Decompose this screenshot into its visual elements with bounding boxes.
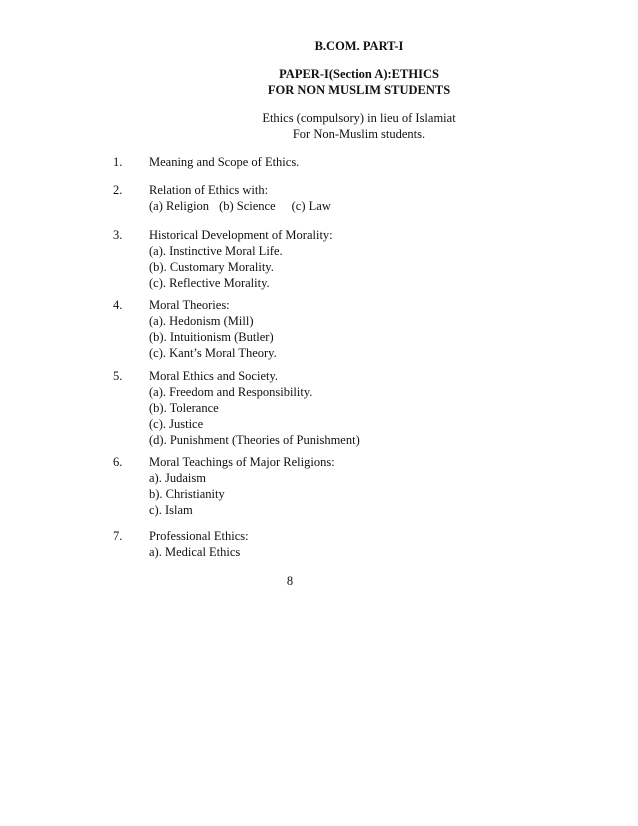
section-item: c). Islam <box>149 503 193 517</box>
section-inline-items <box>149 198 331 214</box>
paper-title-line-1: PAPER-I(Section A):ETHICS <box>279 67 439 81</box>
section-number: 4. <box>113 298 123 312</box>
paper-note <box>40 110 638 142</box>
section-title: Historical Development of Morality: <box>149 228 333 242</box>
section-number: 6. <box>113 455 123 469</box>
section-title: Moral Ethics and Society. <box>149 369 279 383</box>
section-title: Moral Theories: <box>149 298 230 312</box>
section-item: (b). Tolerance <box>149 401 219 415</box>
paper-title <box>40 66 638 98</box>
section-item: (a). Instinctive Moral Life. <box>149 244 283 258</box>
paper-note-line-1: Ethics (compulsory) in lieu of Islamiat <box>262 111 456 125</box>
section-item: a). Judaism <box>149 471 206 485</box>
section-item: (c). Justice <box>149 417 204 431</box>
section-item: (a). Hedonism (Mill) <box>149 314 254 328</box>
section-item: (c). Reflective Morality. <box>149 276 270 290</box>
section-number: 7. <box>113 529 123 543</box>
section-item: (a). Freedom and Responsibility. <box>149 385 313 399</box>
section-number: 3. <box>113 228 123 242</box>
section-number: 1. <box>113 155 123 169</box>
section-item: (b). Intuitionism (Butler) <box>149 330 274 344</box>
section-item: (a) Religion <box>149 199 210 213</box>
section-item: (d). Punishment (Theories of Punishment) <box>149 433 360 447</box>
section-title: Moral Teachings of Major Religions: <box>149 455 335 469</box>
section-number: 2. <box>113 183 123 197</box>
section-item: (b). Customary Morality. <box>149 260 274 274</box>
section-title: Professional Ethics: <box>149 529 249 543</box>
section-item: b). Christianity <box>149 487 225 501</box>
paper-note-line-2: For Non-Muslim students. <box>292 127 426 141</box>
page-number: 8 <box>286 574 294 588</box>
section-title: Relation of Ethics with: <box>149 183 269 197</box>
section-number: 5. <box>113 369 123 383</box>
course-title: B.COM. PART-I <box>314 39 404 53</box>
section-item: (b) Science <box>219 199 276 213</box>
section-item: a). Medical Ethics <box>149 545 241 559</box>
section-item: (c) Law <box>291 199 331 213</box>
section-title: Meaning and Scope of Ethics. <box>149 155 300 169</box>
section-item: (c). Kant’s Moral Theory. <box>149 346 277 360</box>
paper-title-line-2: FOR NON MUSLIM STUDENTS <box>267 83 451 97</box>
